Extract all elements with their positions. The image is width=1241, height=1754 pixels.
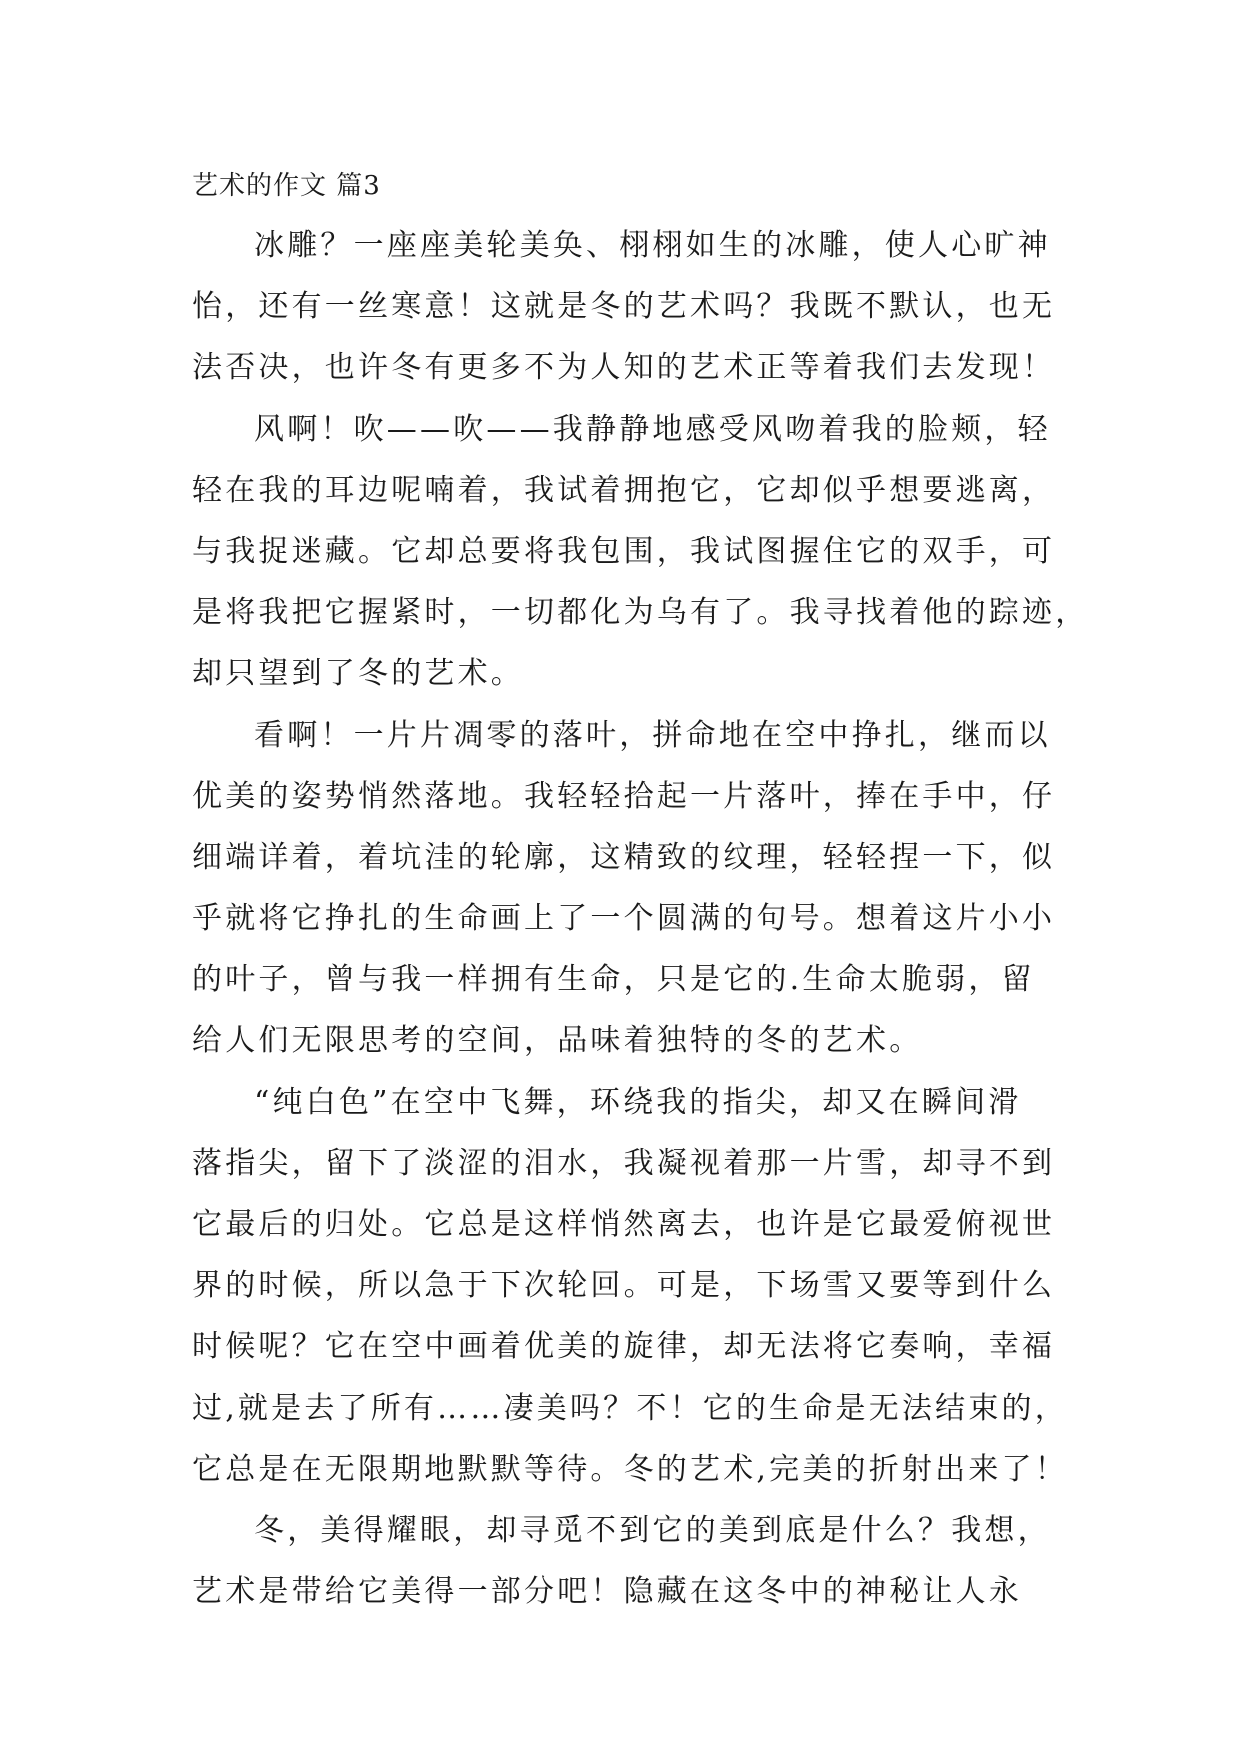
text-line: 冬，美得耀眼，却寻觅不到它的美到底是什么？我想， — [254, 1512, 1051, 1548]
text-line: 优美的姿势悄然落地。我轻轻拾起一片落叶，捧在手中，仔 — [192, 778, 1056, 814]
text-line: 与我捉迷藏。它却总要将我包围，我试图握住它的双手，可 — [192, 533, 1056, 569]
paragraph-2 — [192, 409, 1089, 715]
text-line: 看啊！一片片凋零的落叶，拼命地在空中挣扎，继而以 — [254, 717, 1051, 753]
text-line: 落指尖，留下了淡涩的泪水，我凝视着那一片雪，却寻不到 — [192, 1145, 1056, 1181]
text-line: 艺术是带给它美得一部分吧！隐藏在这冬中的神秘让人永 — [192, 1574, 1022, 1610]
text-line: 怡，还有一丝寒意！这就是冬的艺术吗？我既不默认，也无 — [192, 289, 1056, 325]
text-line: 却只望到了冬的艺术。 — [192, 656, 524, 692]
paragraph-3 — [192, 715, 1056, 1082]
text-line: 它总是在无限期地默默等待。冬的艺术,完美的折射出来了！ — [192, 1451, 1068, 1487]
text-line: 细端详着，着坑洼的轮廓，这精致的纹理，轻轻捏一下，似 — [192, 839, 1056, 875]
text-line: 是将我把它握紧时，一切都化为乌有了。我寻找着他的踪迹， — [192, 595, 1089, 631]
text-line: 风啊！吹——吹——我静静地感受风吻着我的脸颊，轻 — [254, 411, 1051, 447]
text-line: 它最后的归处。它总是这样悄然离去，也许是它最爱俯视世 — [192, 1207, 1056, 1242]
essay-body — [192, 225, 1089, 1632]
text-line: 的叶子，曾与我一样拥有生命，只是它的.生命太脆弱，留 — [192, 962, 1035, 998]
text-line: 冰雕？一座座美轮美奂、栩栩如生的冰雕，使人心旷神 — [254, 228, 1051, 263]
paragraph-5 — [192, 1510, 1052, 1632]
text-line: 乎就将它挣扎的生命画上了一个圆满的句号。想着这片小小 — [192, 901, 1056, 937]
paragraph-1 — [192, 225, 1056, 409]
text-line: 过,就是去了所有……凄美吗？不！它的生命是无法结束的， — [192, 1390, 1068, 1426]
text-line: 界的时候，所以急于下次轮回。可是，下场雪又要等到什么 — [192, 1268, 1056, 1304]
paragraph-4 — [192, 1082, 1068, 1510]
text-line: 给人们无限思考的空间，品味着独特的冬的艺术。 — [192, 1023, 923, 1059]
text-line: “纯白色”在空中飞舞，环绕我的指尖，却又在瞬间滑 — [254, 1084, 1022, 1120]
essay-title: 艺术的作文 篇3 — [192, 171, 381, 201]
text-line: 法否决，也许冬有更多不为人知的艺术正等着我们去发现！ — [192, 350, 1056, 386]
text-line: 时候呢？它在空中画着优美的旋律，却无法将它奏响，幸福 — [192, 1329, 1056, 1365]
text-line: 轻在我的耳边呢喃着，我试着拥抱它，它却似乎想要逃离， — [192, 472, 1056, 508]
